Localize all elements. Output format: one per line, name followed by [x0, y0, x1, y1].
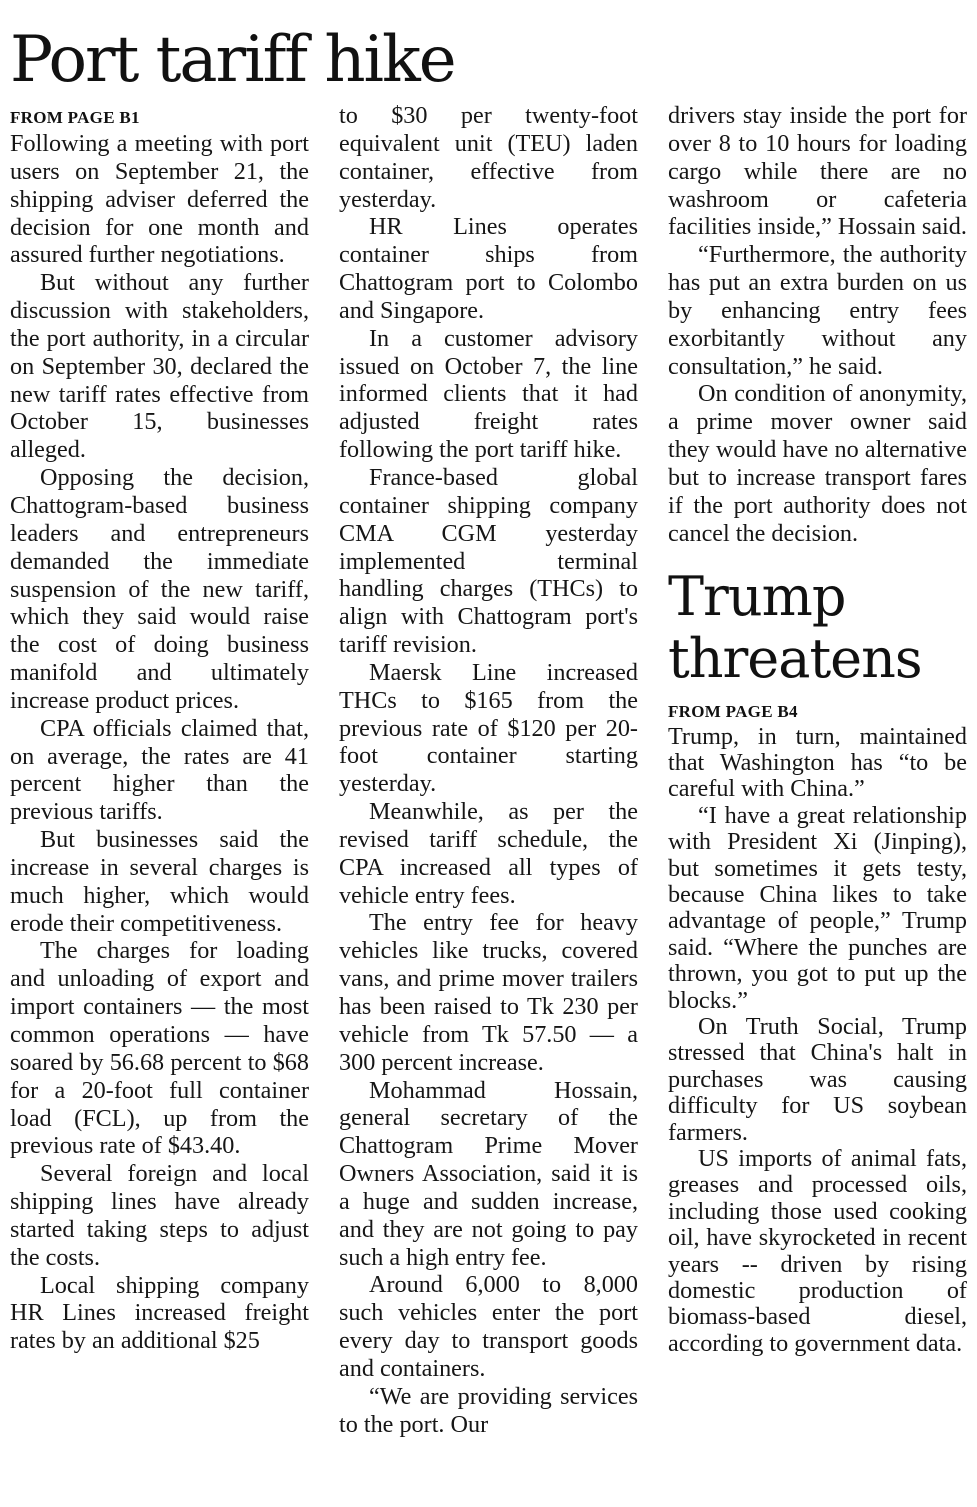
paragraph: The charges for loading and unloading of export and import containers — the most common operations — have soared by 56.68 percent to $68 for a 20-foot full container load (FCL), up from the previous rate of $43.40.: [10, 937, 309, 1160]
paragraph: Several foreign and local shipping lines have already started taking steps to adjust the costs.: [10, 1160, 309, 1271]
paragraph: Around 6,000 to 8,000 such vehicles enter the port every day to transport goods and containers.: [339, 1271, 638, 1382]
story1-column-1: [10, 106, 309, 1355]
story1-jump-kicker: FROM PAGE B1: [10, 108, 140, 127]
paragraph: HR Lines operates container ships from Chattogram port to Colombo and Singapore.: [339, 213, 638, 324]
paragraph: US imports of animal fats, greases and processed oils, including those used cooking oil, have skyrocketed in recent years -- driven by rising domestic production of biomass-based diesel, according to government data.: [668, 1145, 967, 1357]
story1-column-2-body: [339, 102, 638, 1439]
port-tariff-headline: Port tariff hike: [10, 23, 455, 97]
story1-column-2: [339, 102, 638, 1439]
paragraph: On condition of anonymity, a prime mover owner said they would have no alternative but to increase transport fares if the port authority does not cancel the decision.: [668, 380, 967, 547]
column-3: [668, 102, 967, 1357]
paragraph: In a customer advisory issued on October 7, the line informed clients that it had adjusted freight rates following the port tariff hike.: [339, 324, 638, 464]
paragraph: to $30 per twenty-foot equivalent unit (TEU) laden container, effective from yesterday.: [339, 102, 638, 213]
trump-threatens-headline: Trump threatens: [668, 564, 922, 690]
paragraph: Opposing the decision, Chattogram-based business leaders and entrepreneurs demanded the immediate suspension of the new tariff, which they said would raise the cost of doing business manifold and ultimately increase product prices.: [10, 464, 309, 714]
paragraph: “Furthermore, the authority has put an extra burden on us by enhancing entry fees exorbitantly without any consultation,” he said.: [668, 241, 967, 380]
story1-column-1-body: [10, 130, 309, 1355]
story2-body: [668, 724, 967, 1358]
paragraph: But without any further discussion with stakeholders, the port authority, in a circular on September 30, declared the new tariff rates effective from October 15, businesses alleged.: [10, 269, 309, 464]
paragraph: Following a meeting with port users on September 21, the shipping adviser deferred the decision for one month and assured further negotiations.: [10, 130, 309, 269]
story1-column-3-body: [668, 102, 967, 548]
paragraph: Maersk Line increased THCs to $165 from the previous rate of $120 per 20-foot container starting yesterday.: [339, 658, 638, 798]
paragraph: France-based global container shipping company CMA CGM yesterday implemented terminal handling charges (THCs) to align with Chattogram port's tariff revision.: [339, 463, 638, 659]
paragraph: On Truth Social, Trump stressed that China's halt in purchases was causing difficulty for US soybean farmers.: [668, 1012, 967, 1146]
paragraph: Meanwhile, as per the revised tariff schedule, the CPA increased all types of vehicle entry fees.: [339, 798, 638, 909]
story2-jump-kicker: FROM PAGE B4: [668, 701, 798, 721]
paragraph: “I have a great relationship with President Xi (Jinping), but sometimes it gets testy, because China likes to take advantage of people,” Trump said. “Where the punches are thrown, you got to put up the blocks.”: [668, 801, 967, 1014]
paragraph: Local shipping company HR Lines increased freight rates by an additional $25: [10, 1271, 309, 1355]
paragraph: Trump, in turn, maintained that Washington has “to be careful with China.”: [668, 722, 967, 803]
paragraph: CPA officials claimed that, on average, the rates are 41 percent higher than the previous tariffs.: [10, 714, 309, 826]
paragraph: But businesses said the increase in several charges is much higher, which would erode their competitiveness.: [10, 826, 309, 937]
paragraph: The entry fee for heavy vehicles like trucks, covered vans, and prime mover trailers has been raised to Tk 230 per vehicle from Tk 57.50 — a 300 percent increase.: [339, 909, 638, 1076]
paragraph: drivers stay inside the port for over 8 to 10 hours for loading cargo while there are no washroom or cafeteria facilities inside,” Hossain said.: [668, 102, 967, 241]
paragraph: Mohammad Hossain, general secretary of the Chattogram Prime Mover Owners Association, said it is a huge and sudden increase, and they are not going to pay such a high entry fee.: [339, 1076, 638, 1271]
paragraph: “We are providing services to the port. Our: [339, 1382, 638, 1438]
